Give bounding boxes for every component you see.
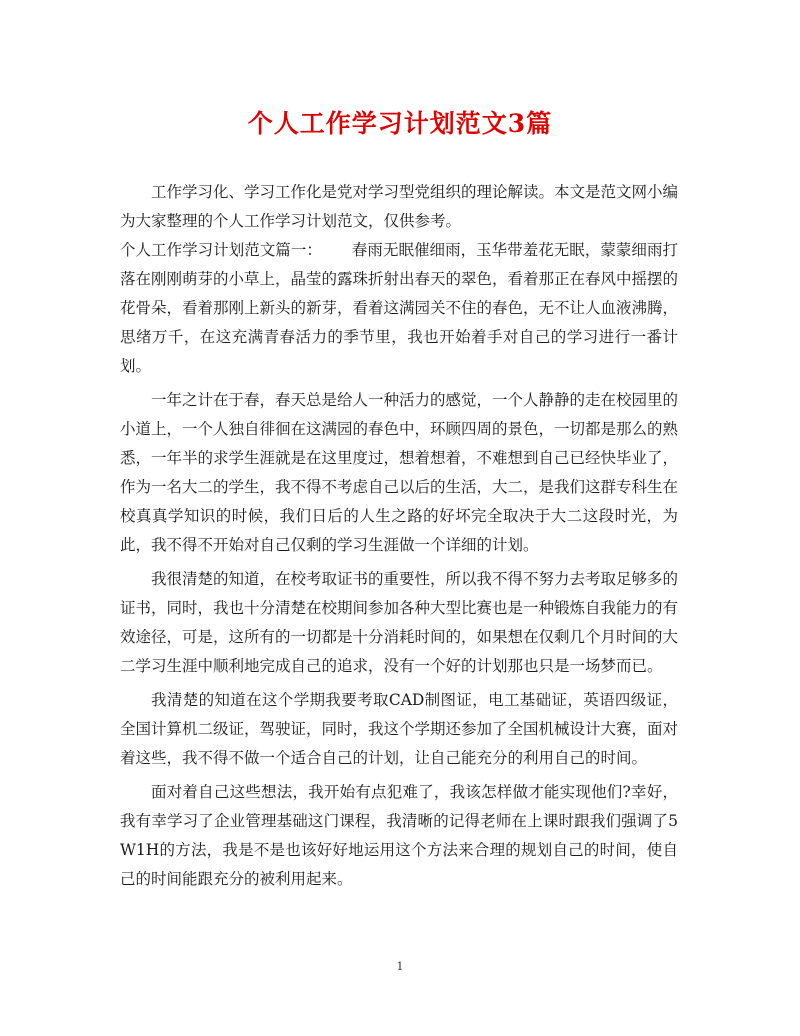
body-paragraph-1: 一年之计在于春，春天总是给人一种活力的感觉，一个人静静的走在校园里的小道上，一个人独自徘徊在这满园的春色中，环顾四周的景色，一切都是那么的熟悉，一年半的求学生涯就是在这里度过，想着想着，不难想到自己已经快毕业了，作为一名大二的学生，我不得不考虑自己以后的生活，大二，是我们这群专科生在校真真学知识的时候，我们日后的人生之路的好坏完全取决于大二这段时光，为此，我不得不开始对自己仅剩的学习生涯做一个详细的计划。 xyxy=(120,391,679,554)
document-title: 个人工作学习计划范文3篇 xyxy=(247,109,553,138)
section-first-text: 春雨无眠催细雨，玉华带羞花无眠，蒙蒙细雨打落在刚刚萌芽的小草上，晶莹的露珠折射出春天的翠色，看着那正在春风中摇摆的花骨朵，看着那刚上新头的新芽，看着这满园关不住的春色，无不让人血液沸腾，思绪万千，在这充满青春活力的季节里，我也开始着手对自己的学习进行一番计划。 xyxy=(120,241,679,375)
section-heading: 个人工作学习计划范文篇一： xyxy=(120,241,322,259)
document-body xyxy=(120,178,678,899)
body-paragraph-3: 我清楚的知道在这个学期我要考取CAD制图证，电工基础证，英语四级证，全国计算机二级证，驾驶证，同时，我这个学期还参加了全国机械设计大赛，面对着这些，我不得不做一个适合自己的计划，让自己能充分的利用自己的时间。 xyxy=(120,691,679,767)
body-paragraph-4: 面对着自己这些想法，我开始有点犯难了，我该怎样做才能实现他们?幸好，我有幸学习了企业管理基础这门课程，我清晰的记得老师在上课时跟我们强调了5W1H的方法，我是不是也该好好地运用这个方法来合理的规划自己的时间，使自己的时间能跟充分的被利用起来。 xyxy=(120,783,678,888)
section-one-paragraph xyxy=(120,236,678,381)
intro-paragraph: 工作学习化、学习工作化是党对学习型党组织的理论解读。本文是范文网小编为大家整理的个人工作学习计划范文，仅供参考。 xyxy=(120,183,679,230)
body-paragraph-2: 我很清楚的知道，在校考取证书的重要性，所以我不得不努力去考取足够多的证书，同时，我也十分清楚在校期间参加各种大型比赛也是一种锻炼自我能力的有效途径，可是，这所有的一切都是十分消耗时间的，如果想在仅剩几个月时间的大二学习生涯中顺利地完成自己的追求，没有一个好的计划那也只是一场梦而已。 xyxy=(120,570,679,675)
page-number: 1 xyxy=(396,960,404,973)
